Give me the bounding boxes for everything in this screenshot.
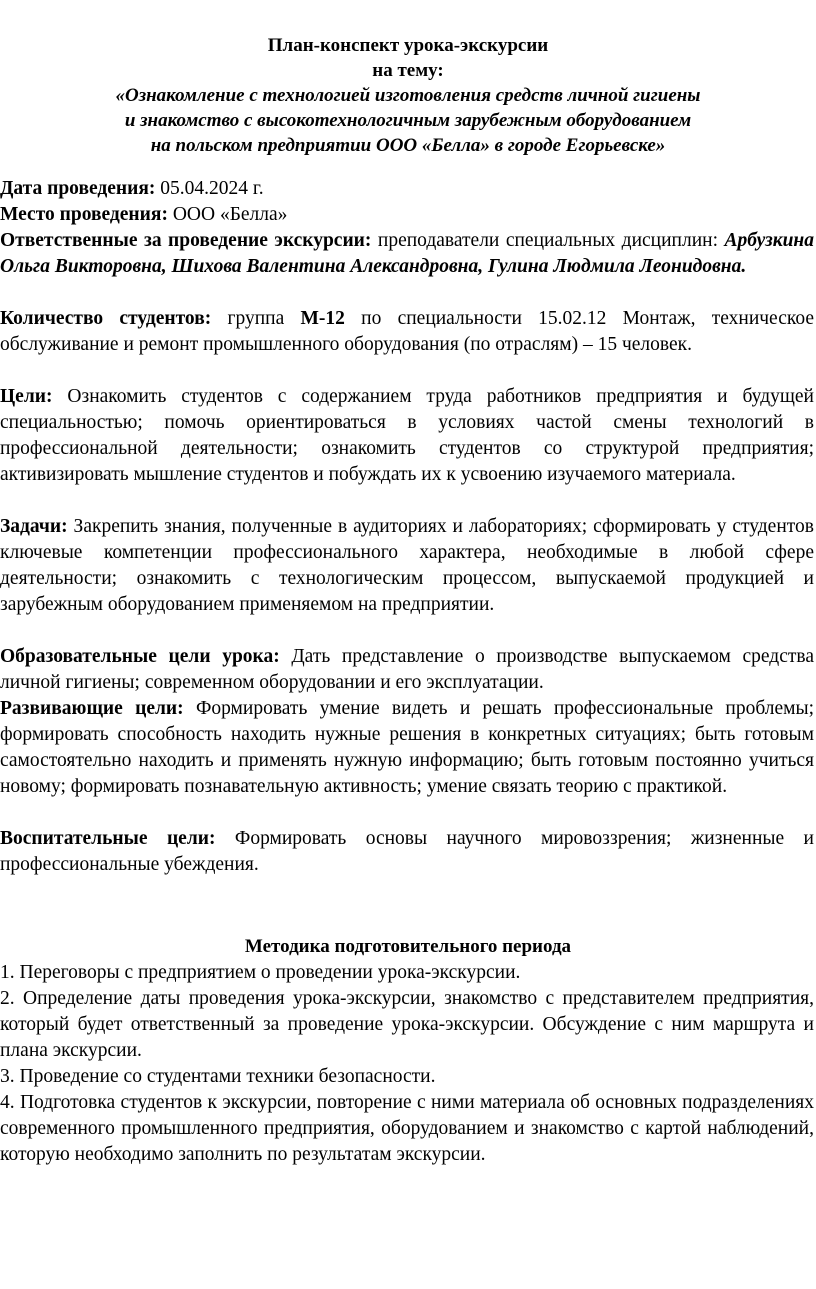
method-title: Методика подготовительного периода [244,936,572,957]
students-label: Количество студентов: [0,308,212,329]
upbr-goals-label: Воспитательные цели: [0,828,216,849]
goals-text: Ознакомить студентов с содержанием труда работников предприятия и будущей специальностью; помочь ориентироваться в условиях частой смены технологий в профессиональной деятельности; ознакомить студентов со структурой предприятия; активизировать мышление студентов и побуждать их к усвоению изучаемого материала. [0,386,814,485]
edu-goals-text: Дать представление о производстве выпускаемом средства личной гигиены; современном оборудовании и его эксплуатации. [0,646,814,693]
responsible-paragraph [0,228,814,280]
edu-goals-paragraph [0,644,814,696]
students-text-2: по специальности 15.02.12 Монтаж, техническое обслуживание и ремонт промышленного оборудования (по отраслям) – 15 человек. [0,308,814,355]
place-label: Место проведения: [0,204,168,225]
topic-line-2: и знакомство с высокотехнологичным зарубежным оборудованием [124,110,692,131]
date-label: Дата проведения: [0,178,156,199]
responsible-names: Арбузкина Ольга Викторовна, Шихова Валентина Александровна, Гулина Людмила Леонидовна. [0,230,814,277]
upbr-goals-paragraph [0,826,814,878]
tasks-label: Задачи: [0,516,68,537]
dev-goals-label: Развивающие цели: [0,698,184,719]
topic-line-3: на польском предприятии ООО «Белла» в городе Егорьевске» [150,135,666,156]
method-item-2: 2. Определение даты проведения урока-экскурсии, знакомство с представителем предприятия, который будет ответственный за проведение урока-экскурсии. Обсуждение с ним маршрута и плана экскурсии. [0,988,814,1061]
responsible-label: Ответственные за проведение экскурсии: [0,230,372,251]
tasks-paragraph [0,514,814,618]
students-group: М-12 [300,308,345,329]
dev-goals-paragraph [0,696,814,800]
doc-title: План-конспект урока-экскурсии [267,35,549,56]
goals-label: Цели: [0,386,53,407]
edu-goals-label: Образовательные цели урока: [0,646,280,667]
upbr-goals-text: Формировать основы научного мировоззрения; жизненные и профессиональные убеждения. [0,828,814,875]
method-item-1: 1. Переговоры с предприятием о проведении урока-экскурсии. [0,962,521,983]
students-paragraph [0,306,814,358]
responsible-text: преподаватели специальных дисциплин: [371,230,725,251]
tasks-text: Закрепить знания, полученные в аудиториях и лабораториях; сформировать у студентов ключевые компетенции профессионального характера, необходимые в любой сфере деятельности; ознакомить с технологическим процессом, выпускаемой продукцией и зарубежным оборудованием применяемом на предприятии. [0,516,814,615]
date-value: 05.04.2024 г. [155,178,264,199]
method-item-4: 4. Подготовка студентов к экскурсии, повторение с ними материала об основных подразделениях современного промышленного предприятия, оборудованием и знакомство с картой наблюдений, которую необходимо заполнить по результатам экскурсии. [0,1092,814,1165]
dev-goals-text: Формировать умение видеть и решать профессиональные проблемы; формировать способность находить нужные решения в конкретных ситуациях; быть готовым самостоятельно находить и применять нужную информацию; быть готовым постоянно учиться новому; формировать познавательную активность; умение связать теорию с практикой. [0,698,815,797]
topic-line-1: «Ознакомление с технологией изготовления средств личной гигиены [115,85,701,106]
method-item-3: 3. Проведение со студентами техники безопасности. [0,1066,436,1087]
topic-label: на тему: [372,60,444,81]
place-line [0,202,814,228]
date-line [0,176,814,202]
students-text-1: группа [211,308,301,329]
goals-paragraph [0,384,814,488]
place-value: ООО «Белла» [167,204,288,225]
